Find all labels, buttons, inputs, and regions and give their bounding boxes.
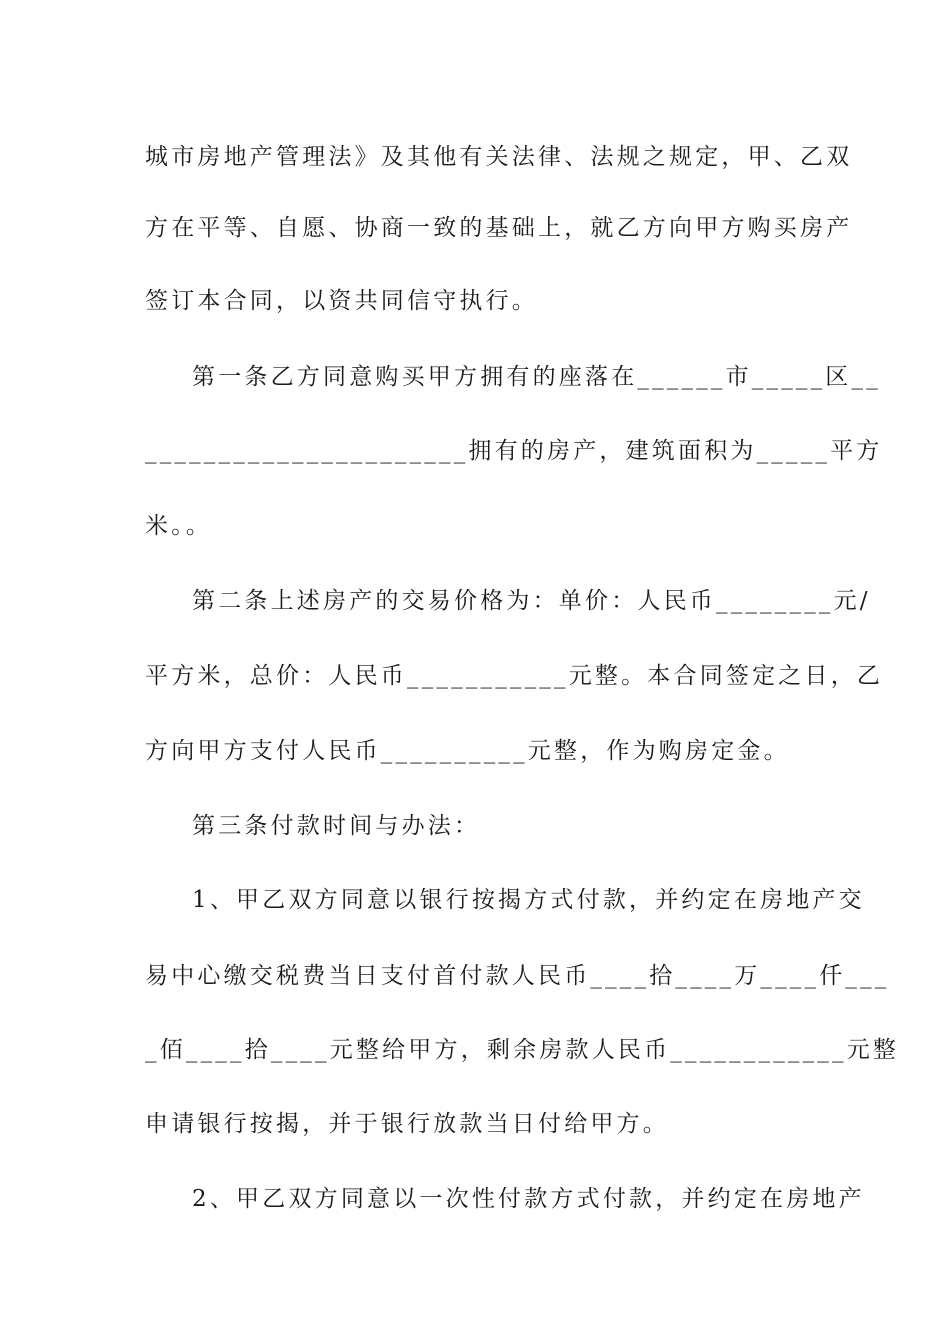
text-line: 方向甲方支付人民币__________元整，作为购房定金。 [145, 738, 790, 764]
clause-1-line: 第一条乙方同意购买甲方拥有的座落在______市_____区__ [192, 364, 881, 390]
text-line: 签订本合同，以资共同信守执行。 [145, 288, 538, 314]
clause-2-line: 第二条上述房产的交易价格为：单价：人民币________元/ [192, 588, 871, 614]
text-line: ______________________拥有的房产，建筑面积为_____平方 [145, 438, 883, 464]
clause-3-heading: 第三条付款时间与办法： [192, 813, 481, 839]
text-line: _佰____拾____元整给甲方，剩余房款人民币____________元整 [145, 1037, 900, 1063]
text-line: 城市房地产管理法》及其他有关法律、法规之规定，甲、乙双 [145, 144, 853, 170]
item-2-line: 2、甲乙双方同意以一次性付款方式付款，并约定在房地产 [192, 1186, 865, 1212]
text-line: 易中心缴交税费当日支付首付款人民币____拾____万____仟___ [145, 963, 890, 989]
text-line: 平方米，总价：人民币___________元整。本合同签定之日，乙 [145, 663, 884, 689]
text-line: 米。。 [145, 513, 213, 539]
text-line: 方在平等、自愿、协商一致的基础上，就乙方向甲方购买房产 [145, 215, 853, 241]
text-line: 申请银行按揭，并于银行放款当日付给甲方。 [145, 1111, 669, 1137]
item-1-line: 1、甲乙双方同意以银行按揭方式付款，并约定在房地产交 [192, 887, 865, 913]
